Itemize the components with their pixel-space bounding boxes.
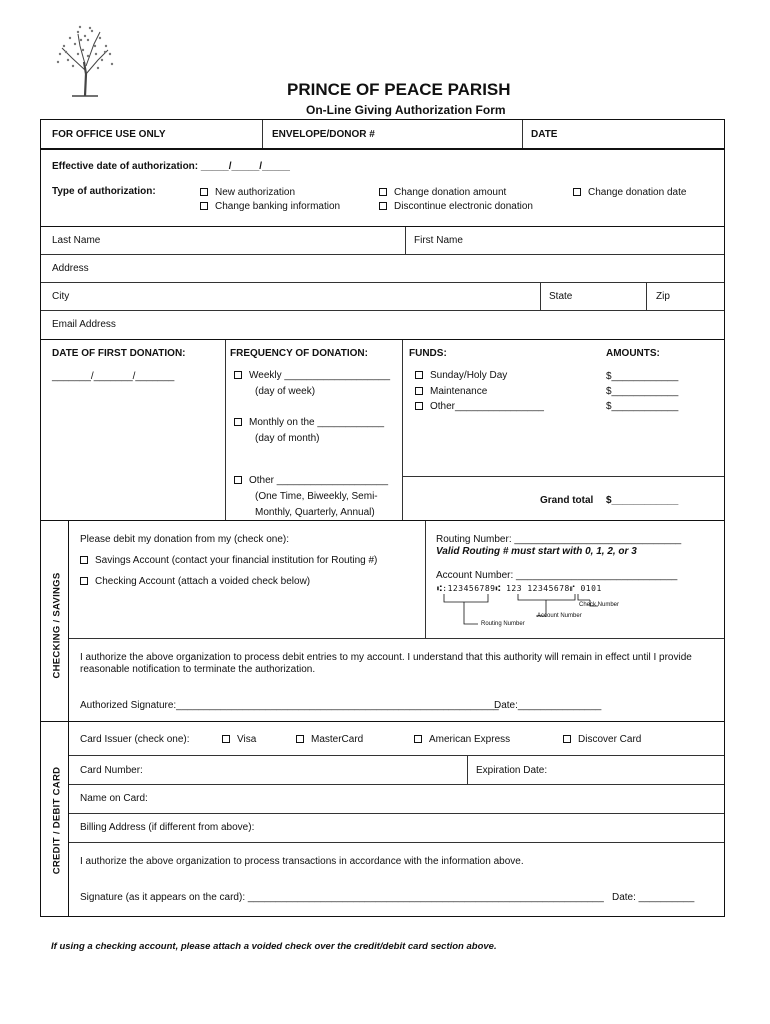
routing-note: Valid Routing # must start with 0, 1, 2, or 3 <box>436 546 637 557</box>
last-name-field[interactable]: Last Name <box>52 235 101 246</box>
checkbox-icon[interactable] <box>415 371 423 379</box>
email-field[interactable]: Email Address <box>52 319 116 330</box>
account-number-label: Account Number <box>537 613 582 619</box>
checkbox-change-date[interactable]: Change donation date <box>573 187 686 199</box>
type-of-authorization-label: Type of authorization: <box>52 186 156 197</box>
amounts-header: AMOUNTS: <box>606 348 660 359</box>
checkbox-icon[interactable] <box>234 418 242 426</box>
other-note-1: (One Time, Biweekly, Semi- <box>255 491 378 502</box>
checkbox-change-amount[interactable]: Change donation amount <box>379 187 506 199</box>
monthly-note: (day of month) <box>255 433 320 444</box>
checkbox-savings[interactable]: Savings Account (contact your financial institution for Routing #) <box>80 555 377 567</box>
form-title: PRINCE OF PEACE PARISH <box>287 80 511 99</box>
card-number-field[interactable]: Card Number: <box>80 765 143 776</box>
checkbox-discontinue[interactable]: Discontinue electronic donation <box>379 201 533 213</box>
checkbox-icon[interactable] <box>222 735 230 743</box>
first-name-field[interactable]: First Name <box>414 235 463 246</box>
checkbox-new-authorization[interactable]: New authorization <box>200 187 295 199</box>
routing-number-field[interactable]: Routing Number: ______________________________ <box>436 534 682 545</box>
card-issuer-label: Card Issuer (check one): <box>80 734 190 745</box>
checkbox-icon[interactable] <box>573 188 581 196</box>
card-signature-date-field[interactable]: Date: __________ <box>612 892 695 903</box>
debit-prompt: Please debit my donation from my (check one): <box>80 534 289 545</box>
card-authorization-text: I authorize the above organization to process transactions in accordance with the information above. <box>80 856 524 867</box>
checkbox-icon[interactable] <box>234 371 242 379</box>
first-donation-header: DATE OF FIRST DONATION: <box>52 348 186 359</box>
check-number-label: Check Number <box>579 602 620 608</box>
checkbox-mastercard[interactable]: MasterCard <box>296 734 363 746</box>
name-on-card-field[interactable]: Name on Card: <box>80 793 148 804</box>
checkbox-change-banking[interactable]: Change banking information <box>200 201 340 213</box>
checkbox-sunday[interactable]: Sunday/Holy Day <box>415 370 507 382</box>
expiration-date-field[interactable]: Expiration Date: <box>476 765 548 776</box>
city-field[interactable]: City <box>52 291 70 302</box>
checkbox-icon[interactable] <box>200 188 208 196</box>
debit-authorization-text: I authorize the above organization to process debit entries to my account. I understand that this authority will remain in effect until I provide <box>80 652 692 663</box>
checkbox-other-frequency[interactable]: Other ____________________ <box>234 475 388 487</box>
amount-field-2[interactable]: $____________ <box>606 386 679 397</box>
authorized-signature-field[interactable]: Authorized Signature:__________________________________________________________ <box>80 700 499 711</box>
routing-number-label: Routing Number <box>481 621 525 627</box>
billing-address-field[interactable]: Billing Address (if different from above): <box>80 822 255 833</box>
checkbox-icon[interactable] <box>379 188 387 196</box>
other-note-2: Monthly, Quarterly, Annual) <box>255 507 375 518</box>
office-date-label: DATE <box>531 129 558 140</box>
form-subtitle: On-Line Giving Authorization Form <box>306 103 506 117</box>
debit-authorization-text-2: reasonable notification to terminate the authorization. <box>80 664 316 675</box>
signature-date-field[interactable]: Date:_______________ <box>494 700 602 711</box>
weekly-note: (day of week) <box>255 386 316 397</box>
checkbox-icon[interactable] <box>415 387 423 395</box>
amount-field-1[interactable]: $____________ <box>606 371 679 382</box>
checkbox-amex[interactable]: American Express <box>414 734 510 746</box>
footer-note: If using a checking account, please attach a voided check over the credit/debit card section above. <box>51 941 497 952</box>
checkbox-weekly[interactable]: Weekly ___________________ <box>234 370 390 382</box>
envelope-donor-label: ENVELOPE/DONOR # <box>272 129 375 140</box>
checkbox-maintenance[interactable]: Maintenance <box>415 386 487 398</box>
checkbox-checking[interactable]: Checking Account (attach a voided check below) <box>80 576 310 588</box>
address-field[interactable]: Address <box>52 263 89 274</box>
checkbox-icon[interactable] <box>80 577 88 585</box>
checkbox-icon[interactable] <box>415 402 423 410</box>
office-use-label: FOR OFFICE USE ONLY <box>52 129 166 140</box>
grand-total-field[interactable]: $____________ <box>606 495 679 506</box>
checkbox-icon[interactable] <box>563 735 571 743</box>
state-field[interactable]: State <box>549 291 573 302</box>
effective-date-field[interactable]: Effective date of authorization: _____/_____/_____ <box>52 161 290 172</box>
tree-logo <box>50 24 120 98</box>
checkbox-other-fund[interactable]: Other________________ <box>415 401 544 413</box>
checkbox-icon[interactable] <box>296 735 304 743</box>
micr-line: ⑆:123456789⑆ 123 12345678⑈ 0101 <box>437 584 602 593</box>
checkbox-icon[interactable] <box>200 202 208 210</box>
checkbox-discover[interactable]: Discover Card <box>563 734 641 746</box>
grand-total-label: Grand total <box>540 495 594 506</box>
credit-debit-side-label: CREDIT / DEBIT CARD <box>51 766 63 875</box>
checkbox-icon[interactable] <box>379 202 387 210</box>
amount-field-3[interactable]: $____________ <box>606 401 679 412</box>
checkbox-icon[interactable] <box>414 735 422 743</box>
account-number-field[interactable]: Account Number: _____________________________ <box>436 570 678 581</box>
first-donation-date-field[interactable]: _______/_______/_______ <box>52 371 175 382</box>
checkbox-monthly[interactable]: Monthly on the ____________ <box>234 417 384 429</box>
card-signature-field[interactable]: Signature (as it appears on the card): ________________________________________________________________ <box>80 892 604 903</box>
zip-field[interactable]: Zip <box>656 291 670 302</box>
checkbox-icon[interactable] <box>80 556 88 564</box>
frequency-header: FREQUENCY OF DONATION: <box>230 348 368 359</box>
checkbox-icon[interactable] <box>234 476 242 484</box>
funds-header: FUNDS: <box>409 348 447 359</box>
checking-savings-side-label: CHECKING / SAVINGS <box>51 572 63 679</box>
checkbox-visa[interactable]: Visa <box>222 734 256 746</box>
